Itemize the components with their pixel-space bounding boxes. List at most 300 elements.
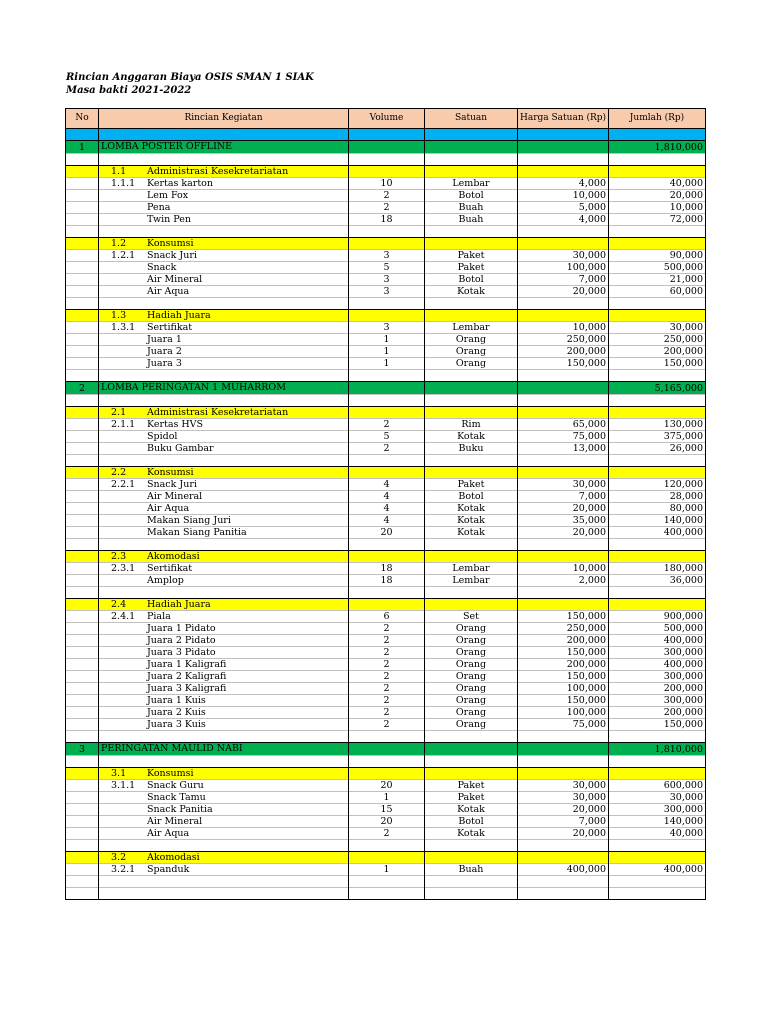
amount-cell: 500,000	[609, 623, 706, 635]
item-description: Juara 3 Kaligrafi	[147, 683, 227, 694]
blank-cell	[349, 370, 425, 382]
blank-cell	[66, 731, 99, 743]
table-row	[66, 334, 706, 346]
description-cell	[99, 852, 349, 864]
item-description: Air Mineral	[147, 816, 203, 827]
amount-cell	[609, 852, 706, 864]
blank-row	[66, 154, 706, 166]
price-cell	[518, 310, 609, 322]
blank-cell	[425, 298, 518, 310]
number-cell	[66, 852, 99, 864]
unit-cell	[425, 407, 518, 419]
price-cell: 75,000	[518, 431, 609, 443]
item-description: Piala	[147, 611, 171, 622]
price-cell	[518, 382, 609, 395]
table-row	[66, 214, 706, 226]
blank-cell	[66, 370, 99, 382]
number-cell	[66, 828, 99, 840]
blank-cell	[66, 226, 99, 238]
table-row	[66, 178, 706, 190]
blank-cell	[609, 455, 706, 467]
description-cell	[99, 792, 349, 804]
description-cell	[99, 768, 349, 780]
number-cell	[66, 611, 99, 623]
number-cell	[66, 503, 99, 515]
volume-cell: 6	[349, 611, 425, 623]
number-cell	[66, 707, 99, 719]
amount-cell: 900,000	[609, 611, 706, 623]
blank-row	[66, 395, 706, 407]
blank-cell	[99, 154, 349, 166]
subsection-title: Akomodasi	[147, 852, 200, 863]
description-cell	[99, 419, 349, 431]
blank-cell	[66, 756, 99, 768]
blank-cell	[425, 539, 518, 551]
amount-cell: 250,000	[609, 334, 706, 346]
blank-cell	[99, 298, 349, 310]
number-cell	[66, 719, 99, 731]
volume-cell: 4	[349, 515, 425, 527]
table-row	[66, 479, 706, 491]
volume-cell: 1	[349, 792, 425, 804]
unit-cell: Buku	[425, 443, 518, 455]
number-cell	[66, 310, 99, 322]
item-code: 3.1.1	[111, 780, 136, 791]
header-rincian: Rincian Kegiatan	[99, 109, 349, 129]
blank-cell	[518, 298, 609, 310]
unit-cell: Paket	[425, 262, 518, 274]
blank-cell	[518, 587, 609, 599]
unit-cell: Buah	[425, 202, 518, 214]
description-cell	[99, 190, 349, 202]
description-cell	[99, 467, 349, 479]
blank-cell	[99, 731, 349, 743]
blank-cell	[99, 756, 349, 768]
unit-cell: Paket	[425, 250, 518, 262]
item-code: 1.2	[111, 238, 127, 249]
price-cell: 150,000	[518, 671, 609, 683]
table-row	[66, 503, 706, 515]
amount-cell: 200,000	[609, 683, 706, 695]
volume-cell: 2	[349, 647, 425, 659]
table-row	[66, 671, 706, 683]
volume-cell: 20	[349, 816, 425, 828]
number-cell	[66, 479, 99, 491]
price-cell: 100,000	[518, 707, 609, 719]
table-row	[66, 804, 706, 816]
price-cell	[518, 141, 609, 154]
item-description: Kertas HVS	[147, 419, 204, 430]
subsection-title: Hadiah Juara	[147, 599, 211, 610]
section-title-cell	[99, 743, 349, 756]
table-row	[66, 346, 706, 358]
price-cell	[518, 238, 609, 250]
amount-cell: 30,000	[609, 792, 706, 804]
number-cell	[66, 695, 99, 707]
item-description: Lem Fox	[147, 190, 189, 201]
item-description: Air Aqua	[147, 286, 190, 297]
unit-cell: Botol	[425, 816, 518, 828]
description-cell	[99, 262, 349, 274]
price-cell: 7,000	[518, 816, 609, 828]
spacer-cell	[425, 129, 518, 141]
item-code: 1.1	[111, 166, 127, 177]
item-description: Twin Pen	[147, 214, 192, 225]
unit-cell: Lembar	[425, 563, 518, 575]
volume-cell	[349, 768, 425, 780]
section-row	[66, 743, 706, 756]
blank-cell	[349, 876, 425, 888]
item-code: 2.2.1	[111, 479, 136, 490]
item-code: 2.1	[111, 407, 127, 418]
table-row	[66, 683, 706, 695]
price-cell: 20,000	[518, 828, 609, 840]
item-code: 3.1	[111, 768, 127, 779]
price-cell	[518, 551, 609, 563]
table-row	[66, 611, 706, 623]
table-row	[66, 515, 706, 527]
number-cell	[66, 443, 99, 455]
table-row	[66, 322, 706, 334]
price-cell: 100,000	[518, 262, 609, 274]
blank-cell	[425, 756, 518, 768]
volume-cell: 1	[349, 334, 425, 346]
volume-cell	[349, 743, 425, 756]
description-cell	[99, 695, 349, 707]
table-row	[66, 828, 706, 840]
description-cell	[99, 166, 349, 178]
unit-cell: Kotak	[425, 527, 518, 539]
blank-cell	[609, 226, 706, 238]
number-cell	[66, 527, 99, 539]
subsection-row	[66, 852, 706, 864]
table-row	[66, 659, 706, 671]
price-cell: 7,000	[518, 274, 609, 286]
amount-cell: 72,000	[609, 214, 706, 226]
table-row	[66, 719, 706, 731]
header-satuan: Satuan	[425, 109, 518, 129]
volume-cell	[349, 141, 425, 154]
item-description: Makan Siang Juri	[147, 515, 231, 526]
blank-cell	[609, 370, 706, 382]
volume-cell: 18	[349, 575, 425, 587]
blank-row	[66, 876, 706, 888]
blank-cell	[609, 395, 706, 407]
blank-cell	[518, 154, 609, 166]
number-cell	[66, 659, 99, 671]
section-number: 3	[66, 743, 99, 756]
description-cell	[99, 286, 349, 298]
unit-cell: Orang	[425, 695, 518, 707]
item-description: Spidol	[147, 431, 178, 442]
number-cell	[66, 286, 99, 298]
section-title: PERINGATAN MAULID NABI	[101, 743, 243, 754]
description-cell	[99, 707, 349, 719]
blank-cell	[518, 539, 609, 551]
price-cell: 75,000	[518, 719, 609, 731]
amount-cell: 120,000	[609, 479, 706, 491]
section-number: 1	[66, 141, 99, 154]
blank-cell	[99, 539, 349, 551]
description-cell	[99, 250, 349, 262]
amount-cell: 40,000	[609, 828, 706, 840]
description-cell	[99, 611, 349, 623]
amount-cell	[609, 407, 706, 419]
description-cell	[99, 407, 349, 419]
volume-cell: 20	[349, 527, 425, 539]
blank-cell	[609, 888, 706, 900]
item-description: Sertifikat	[147, 322, 193, 333]
blank-cell	[425, 226, 518, 238]
amount-cell: 21,000	[609, 274, 706, 286]
volume-cell: 3	[349, 286, 425, 298]
amount-cell	[609, 599, 706, 611]
unit-cell: Paket	[425, 792, 518, 804]
price-cell: 4,000	[518, 214, 609, 226]
table-row	[66, 443, 706, 455]
price-cell: 30,000	[518, 250, 609, 262]
unit-cell: Orang	[425, 635, 518, 647]
item-code: 1.2.1	[111, 250, 136, 261]
subsection-title: Konsumsi	[147, 768, 194, 779]
number-cell	[66, 671, 99, 683]
blank-cell	[99, 840, 349, 852]
item-description: Buku Gambar	[147, 443, 214, 454]
description-cell	[99, 515, 349, 527]
number-cell	[66, 262, 99, 274]
item-description: Amplop	[147, 575, 184, 586]
description-cell	[99, 551, 349, 563]
table-row	[66, 635, 706, 647]
item-description: Air Aqua	[147, 828, 190, 839]
price-cell: 150,000	[518, 695, 609, 707]
amount-cell: 500,000	[609, 262, 706, 274]
subsection-row	[66, 551, 706, 563]
blank-cell	[349, 539, 425, 551]
volume-cell: 3	[349, 322, 425, 334]
unit-cell: Kotak	[425, 515, 518, 527]
unit-cell: Orang	[425, 623, 518, 635]
unit-cell: Orang	[425, 659, 518, 671]
description-cell	[99, 623, 349, 635]
section-number: 2	[66, 382, 99, 395]
amount-cell	[609, 166, 706, 178]
unit-cell: Orang	[425, 647, 518, 659]
item-description: Juara 2 Kaligrafi	[147, 671, 227, 682]
number-cell	[66, 816, 99, 828]
amount-cell: 28,000	[609, 491, 706, 503]
number-cell	[66, 768, 99, 780]
description-cell	[99, 659, 349, 671]
item-description: Juara 3	[147, 358, 182, 369]
number-cell	[66, 322, 99, 334]
amount-cell: 600,000	[609, 780, 706, 792]
volume-cell	[349, 166, 425, 178]
blank-cell	[99, 587, 349, 599]
blank-cell	[609, 876, 706, 888]
table-row	[66, 707, 706, 719]
unit-cell: Lembar	[425, 575, 518, 587]
section-total: 5,165,000	[609, 382, 706, 395]
volume-cell	[349, 407, 425, 419]
blank-cell	[66, 888, 99, 900]
unit-cell: Kotak	[425, 431, 518, 443]
item-code: 2.4.1	[111, 611, 136, 622]
number-cell	[66, 190, 99, 202]
number-cell	[66, 683, 99, 695]
description-cell	[99, 575, 349, 587]
price-cell: 250,000	[518, 334, 609, 346]
description-cell	[99, 671, 349, 683]
unit-cell: Orang	[425, 671, 518, 683]
section-title-cell	[99, 382, 349, 395]
price-cell	[518, 743, 609, 756]
unit-cell: Orang	[425, 707, 518, 719]
item-code: 2.1.1	[111, 419, 136, 430]
item-description: Makan Siang Panitia	[147, 527, 247, 538]
price-cell: 13,000	[518, 443, 609, 455]
item-description: Juara 1 Kaligrafi	[147, 659, 227, 670]
table-row	[66, 202, 706, 214]
volume-cell: 2	[349, 202, 425, 214]
table-row	[66, 563, 706, 575]
price-cell: 30,000	[518, 792, 609, 804]
blank-cell	[425, 731, 518, 743]
table-row	[66, 419, 706, 431]
price-cell	[518, 599, 609, 611]
amount-cell	[609, 768, 706, 780]
number-cell	[66, 419, 99, 431]
description-cell	[99, 214, 349, 226]
table-row	[66, 575, 706, 587]
blank-row	[66, 587, 706, 599]
description-cell	[99, 202, 349, 214]
price-cell: 7,000	[518, 491, 609, 503]
number-cell	[66, 515, 99, 527]
unit-cell: Set	[425, 611, 518, 623]
blank-row	[66, 840, 706, 852]
volume-cell: 4	[349, 491, 425, 503]
amount-cell: 200,000	[609, 707, 706, 719]
section-total: 1,810,000	[609, 141, 706, 154]
price-cell	[518, 852, 609, 864]
subsection-title: Konsumsi	[147, 238, 194, 249]
blank-cell	[349, 731, 425, 743]
amount-cell: 300,000	[609, 671, 706, 683]
spacer-cell	[518, 129, 609, 141]
description-cell	[99, 647, 349, 659]
price-cell: 65,000	[518, 419, 609, 431]
unit-cell	[425, 310, 518, 322]
price-cell: 400,000	[518, 864, 609, 876]
number-cell	[66, 599, 99, 611]
number-cell	[66, 780, 99, 792]
description-cell	[99, 310, 349, 322]
price-cell: 200,000	[518, 635, 609, 647]
number-cell	[66, 214, 99, 226]
amount-cell: 150,000	[609, 719, 706, 731]
description-cell	[99, 599, 349, 611]
unit-cell: Lembar	[425, 322, 518, 334]
blank-cell	[518, 731, 609, 743]
number-cell	[66, 346, 99, 358]
blank-cell	[349, 395, 425, 407]
number-cell	[66, 551, 99, 563]
item-code: 3.2.1	[111, 864, 136, 875]
amount-cell: 180,000	[609, 563, 706, 575]
amount-cell	[609, 551, 706, 563]
price-cell: 200,000	[518, 346, 609, 358]
item-code: 1.1.1	[111, 178, 136, 189]
blank-cell	[349, 455, 425, 467]
blank-cell	[349, 756, 425, 768]
unit-cell: Kotak	[425, 503, 518, 515]
number-cell	[66, 467, 99, 479]
number-cell	[66, 178, 99, 190]
volume-cell: 4	[349, 479, 425, 491]
table-row	[66, 780, 706, 792]
volume-cell	[349, 382, 425, 395]
header-spacer-row	[66, 129, 706, 141]
volume-cell: 18	[349, 214, 425, 226]
description-cell	[99, 503, 349, 515]
description-cell	[99, 334, 349, 346]
amount-cell: 80,000	[609, 503, 706, 515]
volume-cell: 20	[349, 780, 425, 792]
description-cell	[99, 527, 349, 539]
blank-cell	[425, 587, 518, 599]
blank-cell	[518, 876, 609, 888]
price-cell: 2,000	[518, 575, 609, 587]
price-cell: 10,000	[518, 190, 609, 202]
volume-cell	[349, 467, 425, 479]
section-title-cell	[99, 141, 349, 154]
item-description: Spanduk	[147, 864, 190, 875]
description-cell	[99, 358, 349, 370]
blank-cell	[99, 226, 349, 238]
blank-cell	[66, 298, 99, 310]
blank-row	[66, 298, 706, 310]
description-cell	[99, 322, 349, 334]
description-cell	[99, 238, 349, 250]
unit-cell	[425, 166, 518, 178]
blank-cell	[425, 840, 518, 852]
number-cell	[66, 334, 99, 346]
description-cell	[99, 804, 349, 816]
price-cell: 5,000	[518, 202, 609, 214]
blank-cell	[99, 876, 349, 888]
item-description: Snack Juri	[147, 479, 197, 490]
price-cell: 20,000	[518, 804, 609, 816]
amount-cell: 400,000	[609, 659, 706, 671]
blank-row	[66, 455, 706, 467]
blank-cell	[66, 876, 99, 888]
subsection-row	[66, 467, 706, 479]
amount-cell: 400,000	[609, 864, 706, 876]
number-cell	[66, 238, 99, 250]
table-row	[66, 262, 706, 274]
blank-cell	[518, 840, 609, 852]
spacer-cell	[349, 129, 425, 141]
section-row	[66, 141, 706, 154]
table-row	[66, 358, 706, 370]
unit-cell: Kotak	[425, 286, 518, 298]
volume-cell: 1	[349, 864, 425, 876]
amount-cell: 130,000	[609, 419, 706, 431]
amount-cell: 300,000	[609, 695, 706, 707]
number-cell	[66, 407, 99, 419]
amount-cell: 140,000	[609, 816, 706, 828]
